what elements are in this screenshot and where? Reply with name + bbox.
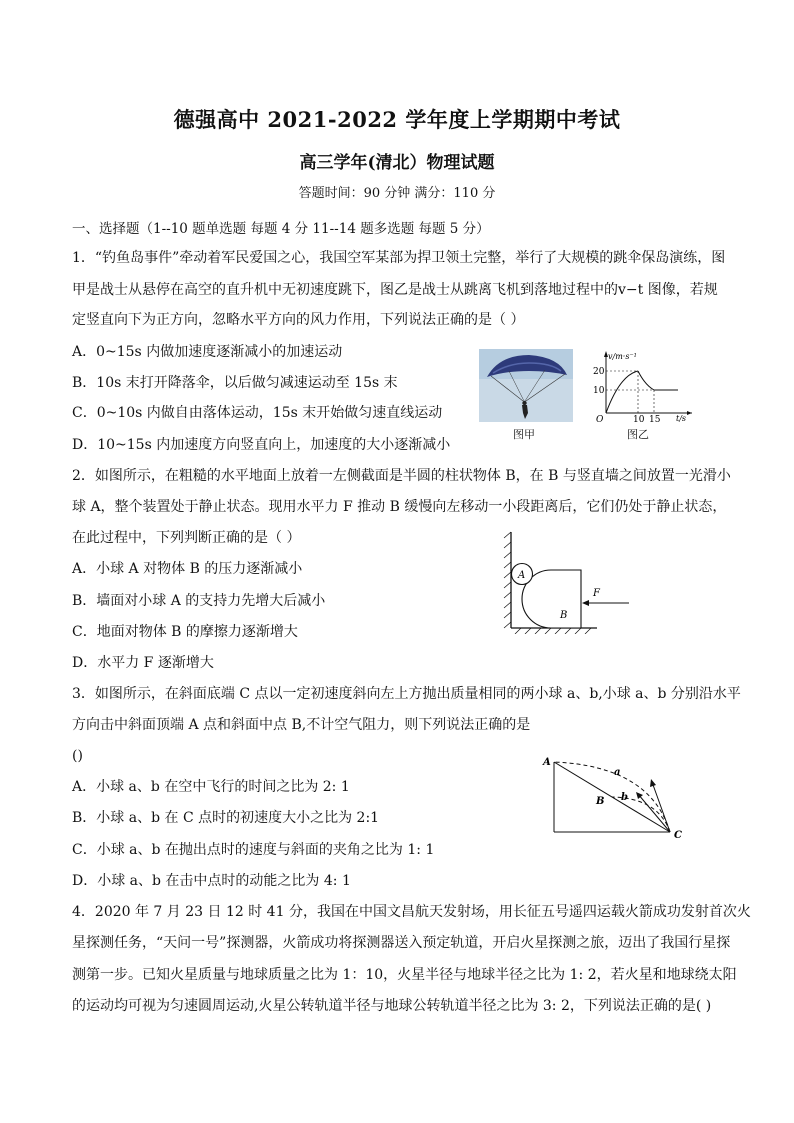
q3-stem-line-3: () [72, 748, 83, 764]
trajectory-b-label: b [621, 792, 628, 803]
exam-subtitle: 高三学年(清北）物理试题 [299, 153, 495, 173]
incline-projectile-diagram [540, 752, 690, 840]
q3-option-a: A．小球 a、b 在空中飞行的时间之比为 2: 1 [72, 779, 350, 795]
q2-option-c: C．地面对物体 B 的摩擦力逐渐增大 [72, 624, 298, 640]
y-tick-20: 20 [593, 367, 605, 377]
q3-stem-line-2: 方向击中斜面顶端 A 点和斜面中点 B,不计空气阻力，则下列说法正确的是 [72, 717, 531, 733]
figure-b-caption: 图乙 [627, 428, 649, 441]
trajectory-a-label: a [614, 767, 621, 778]
ball-a-label: A [518, 570, 526, 581]
point-c-label: C [674, 830, 682, 840]
q1-option-a: A．0~15s 内做加速度逐渐减小的加速运动 [72, 344, 343, 360]
parachute-photo [479, 349, 573, 422]
x-tick-10: 10 [633, 415, 645, 425]
y-tick-10: 10 [593, 386, 605, 396]
x-tick-15: 15 [649, 415, 661, 425]
q4-stem-line-4: 的运动均可视为匀速圆周运动,火星公转轨道半径与地球公转轨道半径之比为 3: 2，下列说法正确的是( ) [72, 998, 712, 1014]
figure-a-caption: 图甲 [513, 428, 535, 441]
q2-option-b: B．墙面对小球 A 的支持力先增大后减小 [72, 593, 326, 609]
exam-info: 答题时间：90 分钟 满分：110 分 [298, 186, 496, 201]
q3-stem-line-1: 3．如图所示，在斜面底端 C 点以一定初速度斜向左上方抛出质量相同的两小球 a、b,小球 a、b 分别沿水平 [72, 686, 741, 702]
y-axis-label: v/m·s⁻¹ [608, 352, 637, 361]
block-b-label: B [560, 610, 568, 621]
q2-option-d: D．水平力 F 逐渐增大 [72, 655, 214, 671]
q1-option-c: C．0~10s 内做自由落体运动，15s 末开始做匀速直线运动 [72, 405, 443, 421]
q1-stem-line-3: 定竖直向下为正方向，忽略水平方向的风力作用，下列说法正确的是（ ） [72, 312, 525, 328]
q2-stem-line-1: 2．如图所示，在粗糙的水平地面上放着一左侧截面是半圆的柱状物体 B，在 B 与竖直墙之间放置一光滑小 [72, 468, 731, 484]
x-axis-label: t/s [676, 414, 687, 423]
q4-stem-line-2: 星探测任务，“天问一号”探测器，火箭成功将探测器送入预定轨道，开启火星探测之旅，迈出了我国行星探 [72, 935, 731, 951]
q2-stem-line-3: 在此过程中，下列判断正确的是（ ） [72, 530, 301, 546]
q3-option-d: D．小球 a、b 在击中点时的动能之比为 4: 1 [72, 873, 351, 889]
q4-stem-line-3: 测第一步。已知火星质量与地球质量之比为 1：10，火星半径与地球半径之比为 1: 2，若火星和地球绕太阳 [72, 967, 737, 983]
q1-option-b: B．10s 末打开降落伞，以后做匀减速运动至 15s 末 [72, 375, 398, 391]
q3-option-c: C．小球 a、b 在抛出点时的速度与斜面的夹角之比为 1: 1 [72, 842, 435, 858]
q1-stem-line-2: 甲是战士从悬停在高空的直升机中无初速度跳下，图乙是战士从跳离飞机到落地过程中的v−t 图像，若规 [72, 282, 718, 298]
q2-stem-line-2: 球 A，整个装置处于静止状态。现用水平力 F 推动 B 缓慢向左移动一小段距离后，它们仍处于静止状态， [72, 499, 727, 515]
q1-option-d: D．10~15s 内加速度方向竖直向上，加速度的大小逐渐减小 [72, 437, 451, 453]
vt-graph [590, 349, 696, 425]
q2-option-a: A．小球 A 对物体 B 的压力逐渐减小 [72, 561, 303, 577]
q1-stem-line-1: 1．“钓鱼岛事件”牵动着军民爱国之心，我国空军某部为捍卫领土完整，举行了大规模的跳伞保岛演练，图 [72, 250, 726, 266]
section-heading: 一、选择题（1--10 题单选题 每题 4 分 11--14 题多选题 每题 5 分） [72, 221, 490, 237]
exam-title: 德强高中 2021-2022 学年度上学期期中考试 [173, 107, 621, 132]
wall-ball-block-diagram [503, 528, 633, 634]
q4-stem-line-1: 4．2020 年 7 月 23 日 12 时 41 分，我国在中国文昌航天发射场，用长征五号遥四运载火箭成功发射首次火 [72, 904, 751, 920]
q3-option-b: B．小球 a、b 在 C 点时的初速度大小之比为 2:1 [72, 810, 380, 826]
origin-label: O [596, 415, 604, 425]
point-a-label: A [543, 757, 551, 768]
force-f-label: F [593, 588, 600, 599]
point-b-label: B [596, 796, 605, 807]
